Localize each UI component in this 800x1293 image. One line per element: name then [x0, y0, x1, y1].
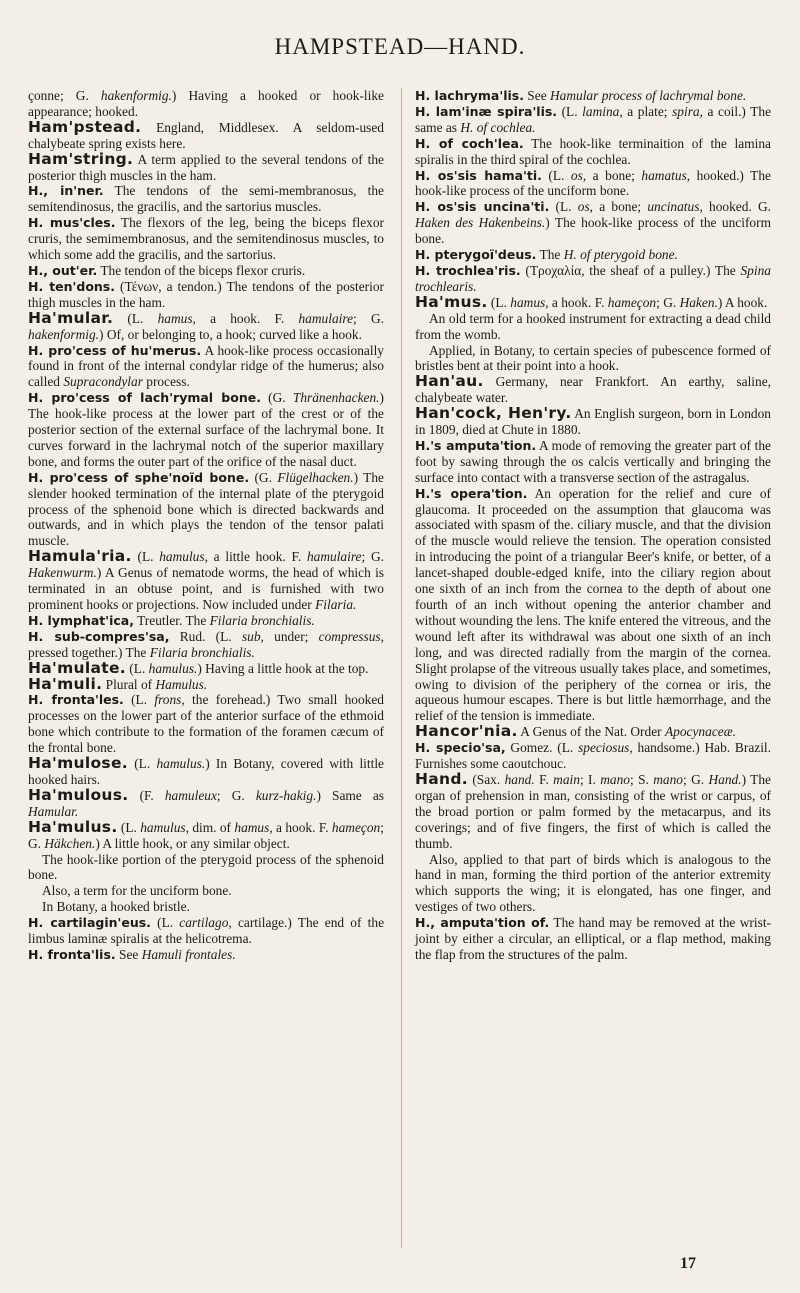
- definition-text: A term applied to the several tendons of the posterior thigh muscles in the ham.: [28, 151, 384, 183]
- definition-text: process.: [142, 374, 190, 390]
- definition-text: ; G.: [683, 771, 709, 787]
- subheadword: H. of coch'lea.: [415, 135, 524, 151]
- italic-term: Hand.: [708, 771, 742, 787]
- definition-text: See: [115, 946, 142, 962]
- italic-term: lamina: [582, 103, 620, 119]
- definition-text: , a hook. F.: [269, 819, 332, 835]
- dictionary-entry: [28, 263, 384, 279]
- definition-text: ; S.: [630, 771, 654, 787]
- entry-paragraph: [415, 343, 771, 375]
- definition-text: Gomez. (L.: [505, 740, 579, 756]
- dictionary-entry: [415, 769, 771, 852]
- definition-text: A hook-like process occasionally found in front of the internal condylar ridge of the humerus; also called: [28, 342, 384, 390]
- definition-text: ) Of, or belonging to, a hook; curved like a hook.: [99, 326, 362, 342]
- headword: Ham'string.: [28, 149, 134, 168]
- headword: Hancor'nia.: [415, 722, 518, 741]
- subheadword: H. sub-compres'sa,: [28, 628, 170, 644]
- italic-term: Hamulus.: [155, 676, 208, 692]
- italic-term: Filaria.: [315, 597, 357, 612]
- definition-text: , hooked. G.: [699, 199, 771, 215]
- italic-term: frons: [154, 692, 182, 708]
- subheadword: H. pro'cess of sphe'noïd bone.: [28, 469, 250, 485]
- definition-text: ; G.: [28, 819, 384, 851]
- italic-term: cartilago: [179, 915, 229, 931]
- italic-term: hamus: [234, 819, 270, 835]
- italic-term: hamus: [157, 310, 193, 326]
- subheadword: H. mus'cles.: [28, 215, 116, 231]
- definition-text: (L.: [557, 103, 583, 119]
- italic-term: kurz-hakig.: [255, 787, 317, 803]
- headword: Han'cock, Hen'ry.: [415, 404, 572, 423]
- subheadword: H. pro'cess of lach'rymal bone.: [28, 390, 261, 406]
- italic-term: Haken.: [679, 294, 718, 310]
- dictionary-entry: [28, 343, 384, 391]
- subheadword: H. pro'cess of hu'merus.: [28, 342, 202, 358]
- definition-text: (Τένων, a tendon.) The tendons of the posterior thigh muscles in the ham.: [28, 278, 384, 310]
- dictionary-entry: [28, 756, 384, 788]
- italic-term: Häkchen.: [44, 835, 96, 851]
- dictionary-entry: [415, 199, 771, 247]
- dictionary-entry: [415, 374, 771, 406]
- definition-text: (L.: [113, 310, 158, 326]
- italic-term: hamulus: [140, 819, 186, 835]
- dictionary-entry: [28, 215, 384, 263]
- dictionary-entry: [28, 390, 384, 470]
- column-divider: [401, 88, 402, 1248]
- dictionary-entry: [28, 470, 384, 550]
- definition-text: ) The organ of prehension in man, consisting of the wrist or carpus, of the broad portion or palm formed by the metacarpus, and its coverings; and of five fingers, the first of which is called the thumb.: [415, 771, 771, 851]
- subheadword: H. cartilagin'eus.: [28, 915, 151, 931]
- headword: Ha'mulate.: [28, 658, 126, 677]
- italic-term: Hamular process of lachrymal bone.: [549, 88, 747, 103]
- headword: Hand.: [415, 769, 468, 788]
- definition-text: (L.: [117, 819, 141, 835]
- definition-text: ; I.: [579, 771, 601, 787]
- definition-text: (F.: [128, 787, 165, 803]
- dictionary-entry: [28, 183, 384, 215]
- definition-text: (Sax.: [467, 771, 505, 787]
- entry-paragraph: [415, 311, 771, 343]
- italic-term: H. of pterygoid bone.: [563, 247, 678, 263]
- italic-term: H. of cochlea.: [460, 119, 536, 135]
- definition-text: The hand may be removed at the wrist-joint by either a circular, an elliptical, or a flap method, making the flap from the structures of the palm.: [415, 915, 771, 962]
- italic-term: hamulaire: [298, 310, 354, 326]
- dictionary-entry: [28, 947, 384, 963]
- definition-text: , under;: [260, 628, 319, 644]
- italic-term: hakenformig.: [28, 326, 100, 342]
- dictionary-entry: [28, 613, 384, 629]
- dictionary-entry: [28, 692, 384, 756]
- definition-text: (L.: [123, 692, 155, 708]
- italic-term: uncinatus: [647, 199, 700, 215]
- left-column: [28, 88, 384, 963]
- italic-term: Thränenhacken.: [292, 390, 380, 406]
- subheadword: H. pterygoï'deus.: [415, 247, 537, 263]
- definition-text: ) A hook.: [717, 294, 768, 310]
- dictionary-entry: [415, 292, 771, 311]
- subheadword: H. lachryma'lis.: [415, 88, 524, 103]
- dictionary-entry: [415, 438, 771, 486]
- definition-text: , handsome.) Hab. Brazil. Furnishes some caoutchouc.: [415, 740, 771, 772]
- definition-text: ; G.: [353, 310, 384, 326]
- definition-text: A mode of removing the greater part of the foot by sawing through the os calcis vertically and bringing the surface into contact with a transverse section of the astragalus.: [415, 437, 771, 485]
- definition-text: ; G.: [59, 88, 101, 103]
- italic-term: hamulaire: [306, 549, 362, 565]
- headword: Ha'mulose.: [28, 754, 128, 773]
- italic-term: Hamuli frontales.: [141, 946, 236, 962]
- definition-text: A Genus of the Nat. Order: [517, 724, 665, 740]
- definition-text: ; G.: [216, 787, 256, 803]
- dictionary-entry: [415, 724, 771, 740]
- subheadword: H.'s opera'tion.: [415, 485, 528, 501]
- definition-text: Treutler. The: [133, 612, 210, 628]
- subheadword: H.'s amputa'tion.: [415, 437, 537, 453]
- italic-term: hameçon: [607, 294, 657, 310]
- italic-term: sub: [241, 628, 261, 644]
- subheadword: H., amputa'tion of.: [415, 915, 550, 931]
- italic-term: hamatus: [641, 167, 687, 183]
- dictionary-entry: [415, 740, 771, 772]
- page-header: HAMPSTEAD—HAND.: [274, 34, 526, 59]
- italic-term: compressus: [318, 628, 381, 644]
- headword: Hamula'ria.: [28, 547, 132, 566]
- dictionary-entry: [415, 168, 771, 200]
- entry-paragraph: [28, 883, 384, 899]
- definition-text: , the forehead.) Two small hooked processes on the lower part of the anterior surface of the ethmoid bone which contribute to the formation of the foramen cæcum of the frontal bone.: [28, 692, 384, 756]
- definition-text: ) A Genus of nematode worms, the head of which is terminated in an obtuse point, and is furnished with two prominent hooks or projections. Now included under: [28, 565, 384, 612]
- dictionary-entry: [28, 149, 384, 184]
- dictionary-entry: [28, 785, 384, 820]
- headword: Ha'mus.: [415, 292, 488, 311]
- subheadword: H. os'sis uncina'ti.: [415, 199, 550, 215]
- italic-term: os: [577, 199, 590, 215]
- definition-text: The hook-like terminaition of the lamina spiralis in the third spiral of the cochlea.: [415, 135, 771, 167]
- definition-text: ; G.: [361, 549, 384, 565]
- definition-text: (L.: [541, 167, 571, 183]
- definition-text: Rud. (L.: [169, 628, 242, 644]
- headword: Han'au.: [415, 372, 484, 391]
- definition-text: ) In Botany, covered with little hooked hairs.: [28, 756, 384, 787]
- dictionary-entry: [28, 88, 384, 120]
- definition-text: Germany, near Frankfort. An earthy, saline, chalybeate water.: [415, 374, 771, 406]
- definition-text: (L.: [549, 199, 578, 215]
- definition-text: ) Having a little hook at the top.: [197, 660, 369, 676]
- entry-paragraph: [28, 899, 384, 915]
- italic-term: Filaria bronchialis.: [209, 612, 315, 628]
- subheadword: H. fronta'les.: [28, 692, 124, 708]
- entry-paragraph: [28, 852, 384, 884]
- definition-text: (L.: [127, 756, 157, 772]
- definition-text: (L.: [150, 915, 180, 931]
- dictionary-entry: [415, 88, 771, 104]
- headword: Ham'pstead.: [28, 117, 142, 136]
- headword: Ha'mulus.: [28, 817, 118, 836]
- definition-text: The tendons of the semi-membranosus, the semitendinosus, the gracilis, and the sartorius muscles.: [28, 183, 384, 215]
- definition-text: , a plate;: [619, 103, 673, 119]
- paragraph-text: Also, applied to that part of birds which is analogous to the hand in man, forming the third portion of the anterior extremity which supports the wing; it is elongated, has one finger, and vestiges of two others.: [415, 851, 771, 915]
- right-column: [415, 88, 771, 963]
- dictionary-entry: [28, 674, 384, 693]
- definition-text: , cartilage.) The end of the limbus laminæ spiralis at the helicotrema.: [28, 915, 385, 947]
- italic-term: Supracondylar: [63, 374, 143, 390]
- dictionary-entry: [415, 247, 771, 263]
- italic-term: Flügelhacken.: [277, 469, 354, 485]
- italic-term: Hamular.: [28, 803, 79, 819]
- italic-term: hamus: [510, 294, 546, 310]
- definition-text: , a bone;: [589, 199, 648, 215]
- definition-text: , dim. of: [185, 819, 235, 835]
- subheadword: H. os'sis hama'ti.: [415, 167, 542, 183]
- subheadword: H., out'er.: [28, 262, 98, 278]
- italic-term: Spina trochlearis.: [415, 262, 771, 294]
- italic-term: mano: [600, 771, 630, 787]
- definition-text: ) The hook-like process at the lower part of the crest or of the posterior section of the external surface of the lachrymal bone. It curves forward in the lachrymal notch of the superior maxillary bone, and forms the outer part of the orifice of the nasal duct.: [28, 390, 384, 469]
- italic-term: speciosus: [578, 740, 630, 756]
- dictionary-entry: [415, 263, 771, 295]
- italic-term: hamuleux: [164, 787, 217, 803]
- dictionary-entry: [415, 136, 771, 168]
- dictionary-entry: [415, 915, 771, 963]
- definition-text: ) The slender hooked termination of the internal plate of the pterygoid process of the sphenoid bone which is directed backwards and outwards, and in which plays the tendon of the tensor palati muscle.: [28, 469, 384, 549]
- italic-term: Filaria bronchialis.: [149, 644, 255, 660]
- definition-text: The: [536, 247, 564, 263]
- definition-text: , a little hook. F.: [204, 549, 307, 565]
- headword: Ha'mulous.: [28, 785, 129, 804]
- italic-term: os: [570, 167, 583, 183]
- definition-text: F.: [534, 771, 554, 787]
- italic-term: Haken des Hakenbeins.: [415, 215, 546, 231]
- definition-text: , pressed together.) The: [28, 628, 384, 660]
- italic-term: hand.: [504, 771, 535, 787]
- italic-term: hamulus: [159, 549, 205, 565]
- italic-term: hamulus.: [156, 756, 206, 772]
- definition-text: ) The hook-like process of the unciform bone.: [415, 215, 771, 247]
- definition-text: ) A little hook, or any similar object.: [95, 835, 290, 851]
- definition-text: England, Middlesex. A seldom-used chalybeate spring exists here.: [28, 119, 384, 151]
- italic-term: Apocynaceæ.: [664, 724, 736, 740]
- dictionary-entry: [415, 406, 771, 438]
- subheadword: H. fronta'lis.: [28, 946, 116, 962]
- paragraph-text: Also, a term for the unciform bone.: [42, 883, 232, 899]
- headword: Ha'muli.: [28, 674, 103, 693]
- headword: Ha'mular.: [28, 308, 114, 327]
- italic-term: spira: [672, 103, 700, 119]
- definition-text: (Τροχαλία, the sheaf of a pulley.) The: [520, 262, 741, 278]
- subheadword: H. trochlea'ris.: [415, 262, 521, 278]
- definition-text: , a hook. F.: [192, 310, 299, 326]
- dictionary-entry: [28, 279, 384, 311]
- definition-text: Plural of: [102, 676, 156, 692]
- italic-term: main: [553, 771, 580, 787]
- subheadword: H. lymphat'ica,: [28, 612, 134, 628]
- definition-text: (G.: [260, 390, 293, 406]
- dictionary-entry: [28, 817, 384, 852]
- page-number: 17: [680, 1255, 696, 1272]
- paragraph-text: Applied, in Botany, to certain species of pubescence formed of bristles bent at their point into a hook.: [415, 342, 771, 374]
- dictionary-entry: [415, 486, 771, 725]
- paragraph-text: An old term for a hooked instrument for extracting a dead child from the womb.: [415, 310, 771, 342]
- italic-term: hamulus.: [148, 660, 198, 676]
- definition-text: , a bone;: [582, 167, 642, 183]
- definition-text: çonne: [28, 88, 60, 103]
- subheadword: H. specio'sa,: [415, 740, 506, 756]
- definition-text: ) Having a hooked or hook-like appearance; hooked.: [28, 88, 384, 119]
- italic-term: hameçon: [331, 819, 381, 835]
- dictionary-entry: [415, 104, 771, 136]
- definition-text: The flexors of the leg, being the biceps flexor cruris, the semimembranosus, and the semitendinosus muscles, to which some add the gracilis, and the sartorius.: [28, 215, 384, 263]
- definition-text: , a coil.) The same as: [415, 103, 772, 135]
- definition-text: An operation for the relief and cure of glaucoma. It proceeded on the assumption that glaucoma was associated with spasm of the. ciliary muscle, and that the division of the muscle would relieve the tension. The operation consisted in introducing the point of a triangular Beer's knife, or better, of a lancet-shaped double-edged knife, into the ciliary region about one sixth of an inch from the cornea to the depth of about one fourth of an inch without opening the anterior chamber and without wounding the lens. The knife entered the vitreous, and the wound left after its withdrawal was about one sixth of an inch long, and was directed radially from the margin of the cornea. Slight prolapse of the vitreous usually takes place, and sometimes, owing to division of the periphery of the cornea or iris, the aqueous humour escapes. There is but little hæmorrhage, and the relief of the tension is immediate.: [415, 485, 771, 724]
- definition-text: (G.: [249, 469, 278, 485]
- definition-text: The tendon of the biceps flexor cruris.: [97, 262, 306, 278]
- subheadword: H. ten'dons.: [28, 278, 115, 294]
- definition-text: An English surgeon, born in London in 1809, died at Chute in 1880.: [415, 406, 771, 438]
- paragraph-text: In Botany, a hooked bristle.: [42, 899, 190, 915]
- definition-text: ) Same as: [316, 787, 384, 803]
- definition-text: ; G.: [656, 294, 680, 310]
- dictionary-entry: [28, 308, 384, 343]
- subheadword: H. lam'inæ spira'lis.: [415, 103, 558, 119]
- dictionary-entry: [28, 117, 384, 152]
- dictionary-entry: [28, 629, 384, 661]
- definition-text: (L.: [131, 549, 160, 565]
- paragraph-text: The hook-like portion of the pterygoid process of the sphenoid bone.: [28, 851, 384, 883]
- definition-text: , hooked.) The hook-like process of the unciform bone.: [415, 167, 771, 199]
- italic-term: Hakenwurm.: [28, 565, 97, 581]
- dictionary-entry: [28, 549, 384, 613]
- italic-term: mano: [653, 771, 684, 787]
- definition-text: See: [523, 88, 550, 103]
- subheadword: H., in'ner.: [28, 183, 104, 199]
- dictionary-entry: [28, 915, 384, 947]
- definition-text: (L.: [487, 294, 511, 310]
- entry-paragraph: [415, 852, 771, 916]
- definition-text: (L.: [125, 660, 149, 676]
- italic-term: hakenformig.: [100, 88, 172, 103]
- definition-text: , a hook. F.: [545, 294, 608, 310]
